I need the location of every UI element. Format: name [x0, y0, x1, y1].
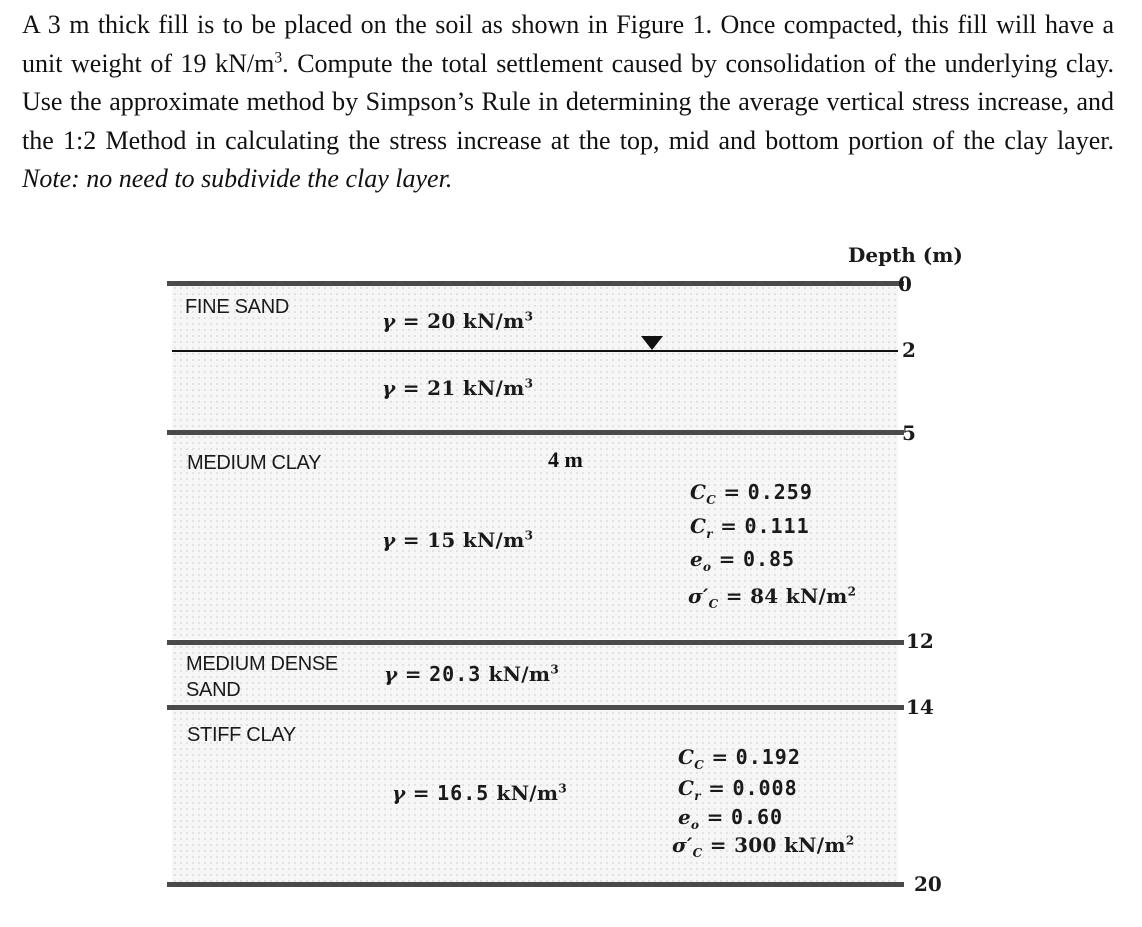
layer-name-fine-sand: FINE SAND [185, 296, 289, 318]
depth-label-2: 2 [902, 338, 916, 362]
depth-label-20: 20 [914, 872, 942, 896]
water-table-line [172, 350, 898, 352]
gamma-stiff-clay: γ = 16.5 $kN/m^3$ [392, 781, 568, 805]
water-table-symbol [641, 336, 663, 350]
stiff-clay-preconsolidation: $\sigma'_C = 300$ $kN/m^2$ [672, 833, 855, 860]
depth-label-5: 5 [902, 421, 916, 445]
medium-clay-cr: $C_r = 0.111$ [690, 514, 810, 541]
stiff-clay-cc: $C_C = 0.192$ [678, 745, 801, 772]
stiff-clay-cr: $C_r = 0.008$ [678, 776, 798, 803]
problem-text-part1: A 3 m thick fill is to be placed on the soil as shown in Figure 1. Once compacted, this fill will have a unit weight of 19 kN/m [22, 10, 1114, 78]
gamma-medium-clay: γ = 15 $kN/m^3$ [382, 528, 534, 552]
depth-label-14: 14 [906, 695, 934, 719]
boundary-line-12m [167, 640, 904, 645]
problem-superscript: 3 [274, 48, 283, 66]
layer-name-line1: MEDIUM DENSE [186, 653, 338, 675]
layer-name-stiff-clay: STIFF CLAY [187, 724, 296, 746]
boundary-line-0m [167, 281, 904, 286]
boundary-line-5m [167, 430, 904, 435]
depth-label-12: 12 [906, 629, 934, 653]
depth-label-0: 0 [898, 272, 912, 296]
layer-name-medium-dense-sand [186, 651, 338, 703]
boundary-line-20m [167, 882, 904, 887]
gamma-medium-dense-sand: γ = 20.3 $kN/m^3$ [384, 662, 560, 686]
stiff-clay-eo: $e_o = 0.60$ [678, 805, 784, 832]
clay-thickness-label: 4 m [548, 447, 583, 472]
problem-text-part2: . Compute the total settlement caused by consolidation of the underlying clay. Use the approximate method by Simpson’s Rule in determining the average vertical stress increase, and the 1:2 Method in calculating the stress increase at the top, mid and bottom portion of the clay layer. [22, 48, 1114, 155]
medium-clay-preconsolidation: $\sigma'_C = 84$ $kN/m^2$ [688, 584, 857, 611]
gamma-fine-sand-dry: γ = 20 $kN/m^3$ [382, 309, 534, 333]
depth-header: Depth (m) [848, 243, 963, 267]
problem-note: Note: no need to subdivide the clay layer. [22, 164, 453, 193]
layer-name-medium-clay: MEDIUM CLAY [187, 452, 322, 474]
layer-name-line2: SAND [186, 679, 241, 701]
medium-clay-eo: $e_o = 0.85$ [690, 547, 796, 574]
boundary-line-14m [167, 705, 904, 710]
gamma-fine-sand-saturated: γ = 21 $kN/m^3$ [382, 376, 534, 400]
medium-clay-cc: $C_C = 0.259$ [690, 480, 813, 507]
